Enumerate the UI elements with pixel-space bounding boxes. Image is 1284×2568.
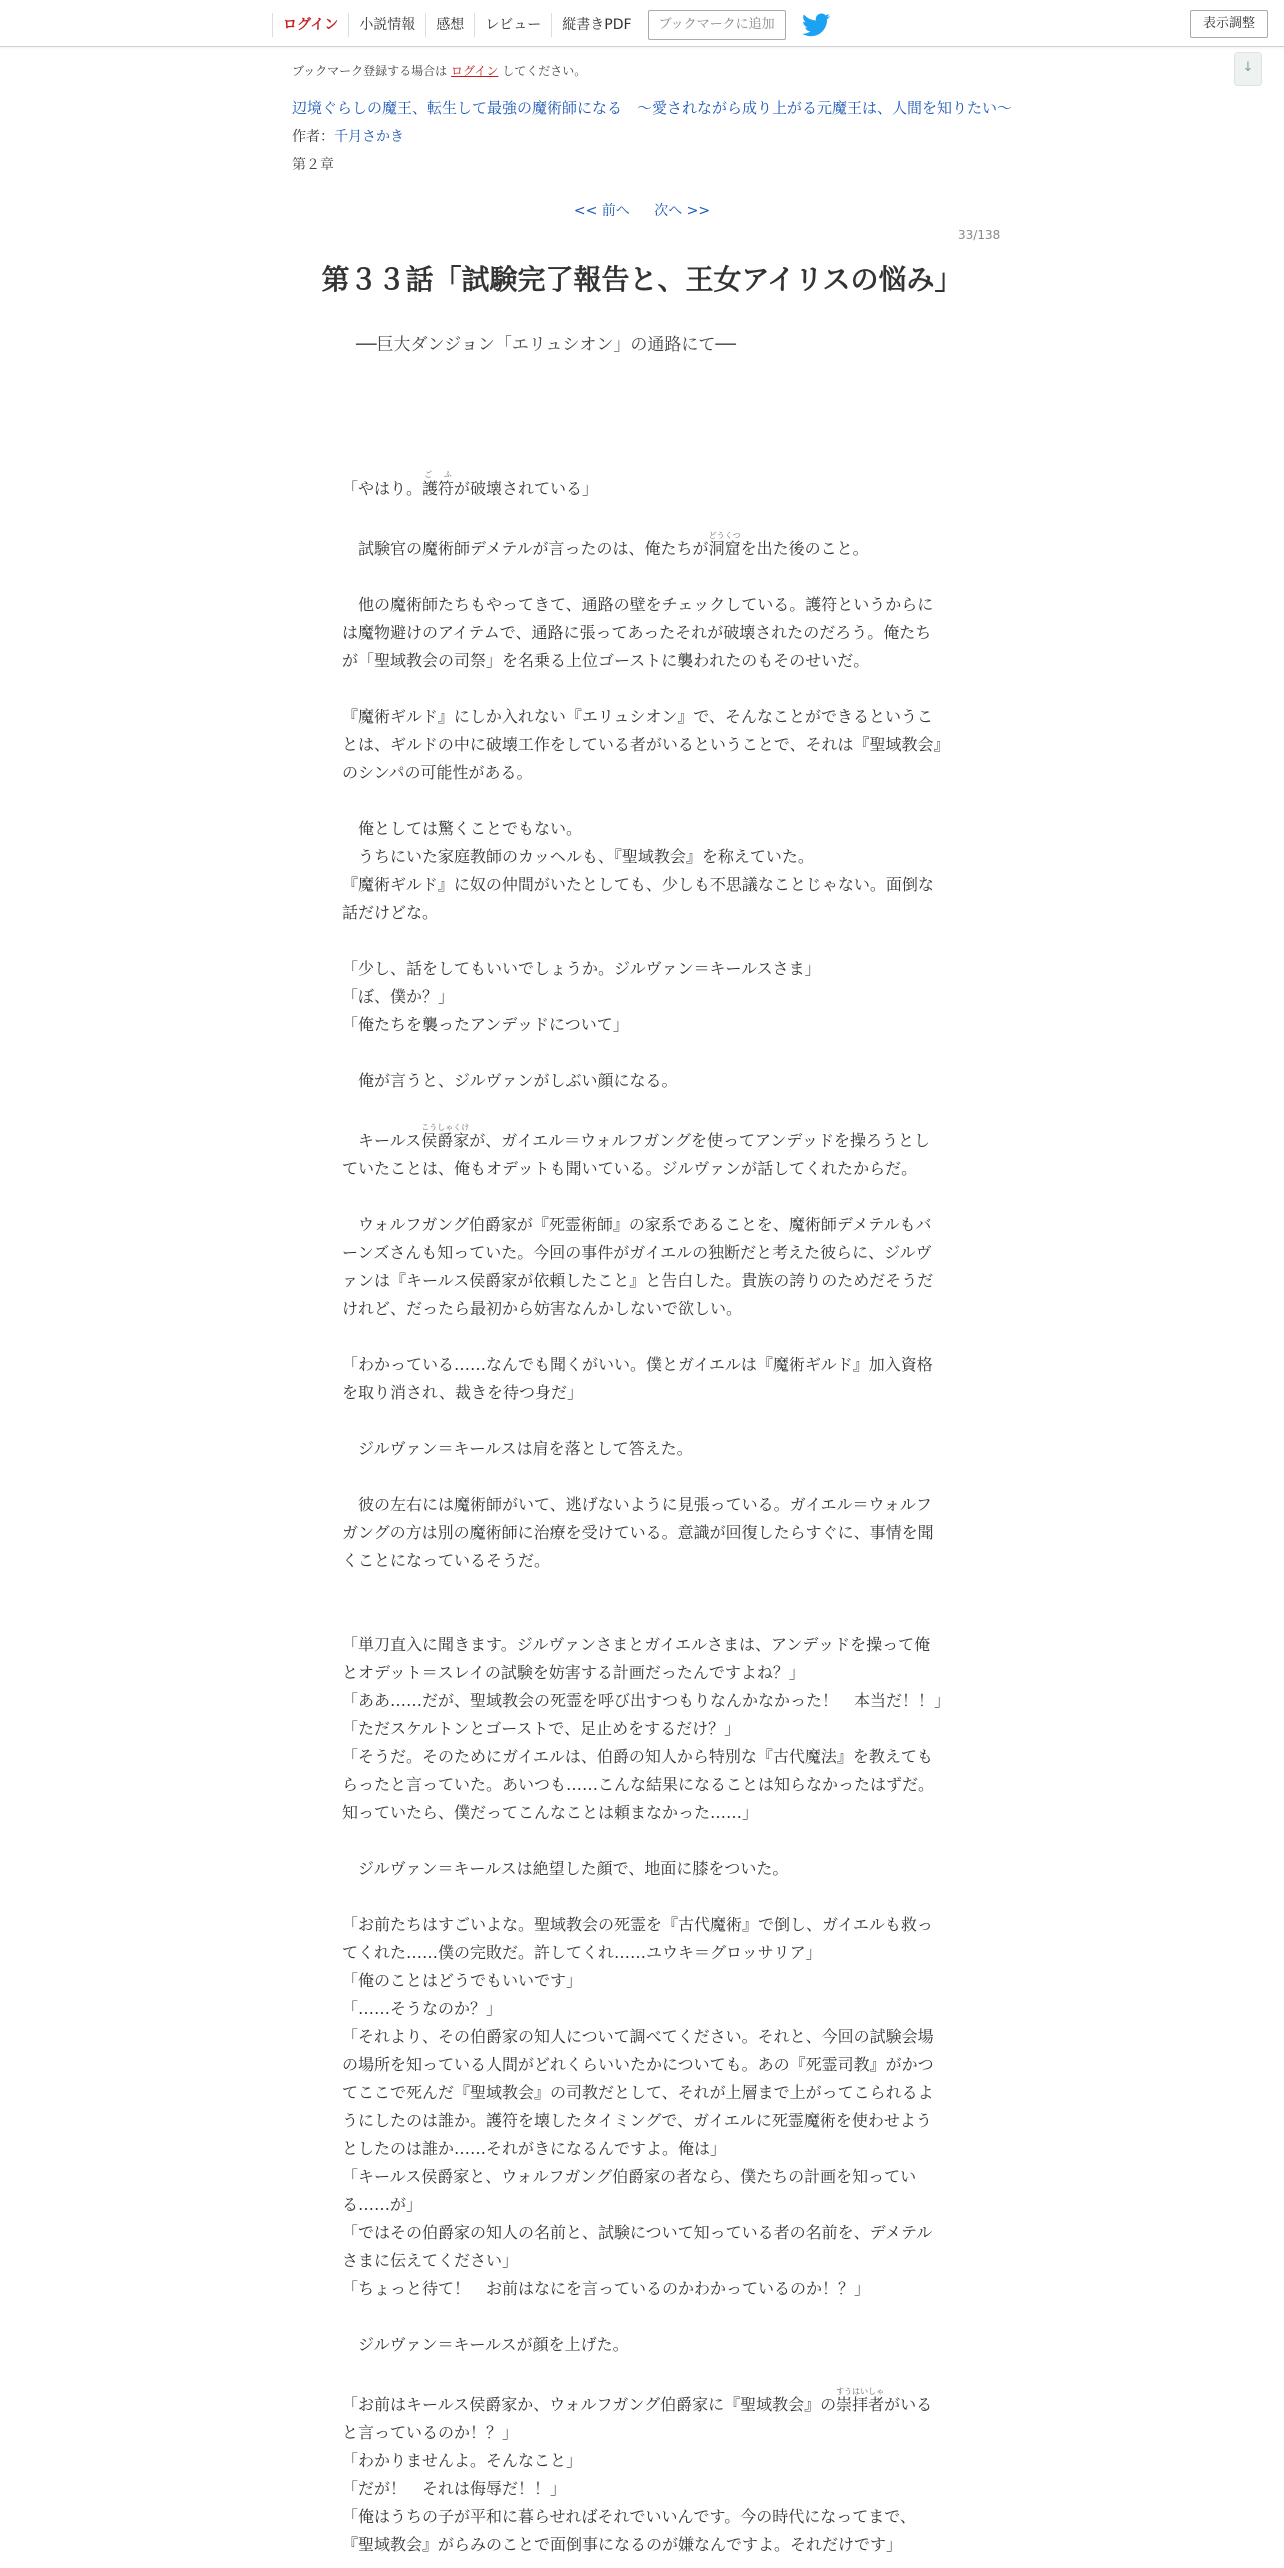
top-navigation-bar [0, 0, 1284, 47]
vertical-pdf-link[interactable]: 縦書きPDF [551, 13, 641, 37]
body-line: ジルヴァン＝キールスは絶望した顔で、地面に膝をついた。 [342, 1859, 789, 1878]
body-line: 「それより、その伯爵家の知人について調べてください。それと、今回の試験会場の場所を知っている人間がどれくらいいたかについても。あの『死霊司教』がかつてここで死んだ『聖域教会』の司教だとして、それが上層まで上がってこられるようにしたのは誰か。護符を壊したタイミングで、ガイエルに死霊魔術を使わせようとしたのは誰か……それがきになるんですよ。俺は」 [342, 2027, 934, 2158]
body-paragraph: 『魔術ギルド』にしか入れない『エリュシオン』で、そんなことができるということは、ギルドの中に破壊工作をしている者がいるということで、それは『聖域教会』のシンパの可能性がある。 [342, 707, 942, 782]
body-line: 試験官の魔術師デメテルが言ったのは、俺たちが洞窟どうくつを出た後のこと。 [342, 531, 869, 558]
body-paragraph: キールス侯爵家こうしゃくけが、ガイエル＝ウォルフガングを使ってアンデッドを操ろうとしていたことは、俺もオデットも聞いている。ジルヴァンが話してくれたからだ。 [342, 1123, 931, 1178]
review-link[interactable]: レビュー [474, 13, 551, 37]
body-line: 『聖域教会』がらみのことで面倒事になるのが嫌なんですよ。それだけです」 [342, 2535, 903, 2554]
bookmark-login-link[interactable]: ログイン [451, 64, 499, 78]
body-line: 俺が言うと、ジルヴァンがしぶい顔になる。 [342, 1071, 678, 1090]
episode-title: 第３３話「試験完了報告と、王女アイリスの悩み」 [321, 263, 963, 296]
body-paragraph: 「わかっている……なんでも聞くがいい。僕とガイエルは『魔術ギルド』加入資格を取り消され、裁きを待つ身だ」 [342, 1355, 933, 1402]
body-line: 「そうだ。そのためにガイエルは、伯爵の知人から特別な『古代魔法』を教えてもらったと言っていた。あいつも……こんな結果になることは知らなかったはずだ。知っていたら、僕だってこんなことは頼まなかった……」 [342, 1747, 935, 1822]
body-line: うちにいた家庭教師のカッヘルも、『聖域教会』を称えていた。 [342, 847, 814, 866]
body-paragraph: 彼の左右には魔術師がいて、逃げないように見張っている。ガイエル＝ウォルフガングの方は別の魔術師に治療を受けている。意識が回復したらすぐに、事情を聞くことになっているそうだ。 [342, 1495, 934, 1570]
novel-title-link[interactable]: 辺境ぐらしの魔王、転生して最強の魔術師になる 〜愛されながら成り上がる元魔王は、人間を知りたい〜 [292, 99, 1013, 117]
episode-subtitle: ──巨大ダンジョン「エリュシオン」の通路にて── [356, 335, 736, 355]
body-paragraph: ウォルフガング伯爵家が『死霊術師』の家系であることを、魔術師デメテルもバーンズさんも知っていた。今回の事件がガイエルの独断だと考えた彼らに、ジルヴァンは『キールス侯爵家が依頼したこと』と告白した。貴族の誇りのためだそうだけれど、だったら最初から妨害なんかしないで欲しい。 [342, 1215, 934, 1318]
prev-page-link[interactable]: << 前へ [573, 203, 630, 219]
body-line: 「……そうなのか？」 [342, 1999, 503, 2018]
author-link[interactable]: 千月さかき [334, 129, 404, 145]
body-line: 「やはり。護符ご ふが破壊されている」 [342, 470, 599, 498]
display-settings-button[interactable]: 表示調整 [1190, 10, 1268, 38]
chapter-label: 第２章 [292, 157, 334, 173]
body-line: 「ああ……だが、聖域教会の死霊を呼び出すつもりなんかなかった！ 本当だ！！」 [342, 1691, 951, 1710]
twitter-bird-icon[interactable] [802, 13, 830, 37]
login-link[interactable]: ログイン [272, 13, 348, 37]
body-line: 「お前たちはすごいよな。聖域教会の死霊を『古代魔術』で倒し、ガイエルも救ってくれた……僕の完敗だ。許してくれ……ユウキ＝グロッサリア」 [342, 1915, 933, 1962]
impressions-link[interactable]: 感想 [425, 13, 474, 37]
novel-info-link[interactable]: 小説情報 [348, 13, 425, 37]
body-line: 「少し、話をしてもいいでしょうか。ジルヴァン＝キールスさま」 [342, 959, 821, 978]
body-line: 『魔術ギルド』に奴の仲間がいたとしても、少しも不思議なことじゃない。面倒な話だけどな。 [342, 875, 934, 922]
page-count: 33/138 [958, 228, 1001, 242]
body-line: 「俺はうちの子が平和に暮らせればそれでいいんです。今の時代になってまで、 [342, 2507, 916, 2526]
body-line: 「ただスケルトンとゴーストで、足止めをするだけ？」 [342, 1719, 741, 1738]
novel-body [342, 470, 951, 2559]
top-nav [272, 10, 830, 40]
body-line: 「俺たちを襲ったアンデッドについて」 [342, 1015, 629, 1034]
bookmark-note: ブックマーク登録する場合は ログイン してください。 [292, 64, 587, 78]
body-line: 「お前はキールス侯爵家か、ウォルフガング伯爵家に『聖域教会』の崇拝者すうはいしゃがいると言っているのか！？」 [342, 2387, 933, 2442]
body-line: 「わかりませんよ。そんなこと」 [342, 2451, 583, 2470]
body-line: ジルヴァン＝キールスは肩を落として答えた。 [342, 1439, 693, 1458]
pager [0, 200, 1284, 220]
scroll-down-button[interactable]: ↓ [1234, 52, 1262, 86]
author-line: 作者：千月さかき [292, 129, 404, 145]
body-paragraph: 他の魔術師たちもやってきて、通路の壁をチェックしている。護符というからには魔物避けのアイテムで、通路に張ってあったそれが破壊されたのだろう。俺たちが「聖域教会の司祭」を名乗る上位ゴーストに襲われたのもそのせいだ。 [342, 595, 934, 670]
add-bookmark-button[interactable]: ブックマークに追加 [648, 10, 786, 40]
body-line: 「ではその伯爵家の知人の名前と、試験について知っている者の名前を、デメテルさまに伝えてください」 [342, 2223, 933, 2270]
novel-header [292, 62, 1012, 174]
body-line: 「ぼ、僕か？」 [342, 987, 455, 1006]
body-line: ジルヴァン＝キールスが顔を上げた。 [342, 2335, 629, 2354]
body-line: 俺としては驚くことでもない。 [342, 819, 583, 838]
body-line: 「単刀直入に聞きます。ジルヴァンさまとガイエルさまは、アンデッドを操って俺とオデット＝スレイの試験を妨害する計画だったんですよね？」 [342, 1635, 931, 1682]
body-line: 「俺のことはどうでもいいです」 [342, 1971, 583, 1990]
body-line: 「だが！ それは侮辱だ！！」 [342, 2479, 567, 2498]
body-line: 「キールス侯爵家と、ウォルフガング伯爵家の者なら、僕たちの計画を知っている……が」 [342, 2167, 917, 2214]
next-page-link[interactable]: 次へ >> [654, 203, 711, 219]
body-line: 「ちょっと待て！ お前はなにを言っているのかわかっているのか！？」 [342, 2279, 871, 2298]
